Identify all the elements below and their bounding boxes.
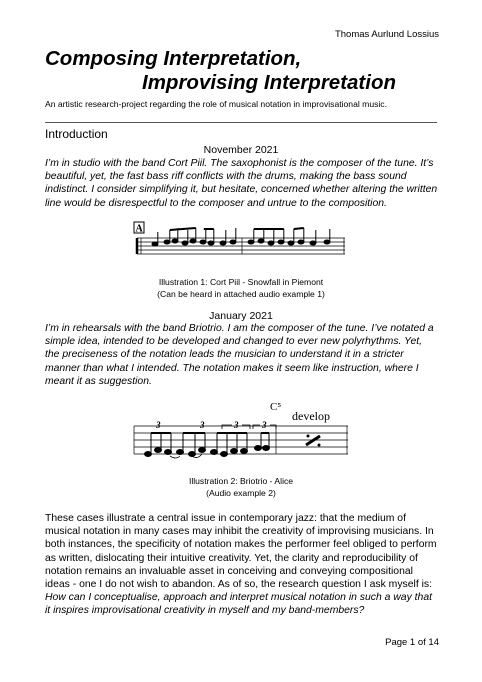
caption-1-line-1: Illustration 1: Cort Piil - Snowfall in Piemont xyxy=(158,277,324,287)
section-divider xyxy=(45,122,437,123)
section-heading: Introduction xyxy=(45,127,108,141)
rehearsal-mark: A xyxy=(135,223,143,235)
notation-figure-1 xyxy=(133,212,347,266)
caption-2-line-1: Illustration 2: Briotrio - Alice xyxy=(188,476,294,486)
body-text: These cases illustrate a central issue in contemporary jazz: that the medium of musical notation in many cases may inhibit the creativity of improvising musicians. In both instances, the specificity of notation makes the performer feel obliged to perform as written, dislocating their intuitive creativity. Yet, the clarity and reproducibility of notation remains an invaluable asset in conceiving and conveying compositional ideas - one I do not wish to abandon. As of so, the research question I ask myself is: xyxy=(45,513,437,591)
tuplet-2: 3 xyxy=(200,420,205,430)
caption-2-line-2: (Audio example 2) xyxy=(206,488,276,498)
title-line-1: Composing Interpretation, xyxy=(45,47,302,70)
notes-group-1 xyxy=(152,228,330,246)
author-name: Thomas Aurlund Lossius xyxy=(334,29,439,40)
entry-date-1: November 2021 xyxy=(203,144,279,156)
entry-text-1: I’m in studio with the band Cort Piil. The saxophonist is the composer of the tune. It’s beautiful, yet, the fast bass riff conflicts with the drums, making the bass sound indistinct. I consider simplifying it, but hesitate, concerned whether altering the written line would be disrespectful to the composer and untrue to the composition. xyxy=(45,158,438,209)
tuplet-brackets xyxy=(222,425,276,429)
research-question: How can I conceptualise, approach and interpret musical notation in such a way that it inspires improvisational creativity in myself and my band-members? xyxy=(45,592,432,617)
caption-1-line-2: (Can be heard in attached audio example 1) xyxy=(157,289,325,299)
notation-figure-2 xyxy=(130,396,352,472)
tuplet-3: 3 xyxy=(234,420,239,430)
page-number: Page 1 of 14 xyxy=(385,637,439,648)
entry-text-2: I’m in rehearsals with the band Briotrio. I am the composer of the tune. I’ve notated a simple idea, intended to be developed and changed to ever new polyrhythms. Yet, the preciseness of the notation leads the musician to understand it in a stricter manner than what I intended. The notation makes it seem like instruction, where I meant it as suggestion. xyxy=(45,323,434,387)
chord-symbol: C⁵ xyxy=(270,401,282,413)
tuplet-1: 3 xyxy=(156,420,161,430)
caption-2 xyxy=(45,475,437,499)
caption-1 xyxy=(45,276,437,300)
notes-group-2 xyxy=(145,433,270,457)
tuplet-4: 3 xyxy=(262,420,267,430)
ties xyxy=(170,454,202,458)
entry-date-2: January 2021 xyxy=(209,310,273,322)
subtitle: An artistic research-project regarding the role of musical notation in improvisational music. xyxy=(45,99,387,109)
title-line-2: Improvising Interpretation xyxy=(142,71,396,94)
body-paragraph xyxy=(45,512,439,618)
repeat-sign xyxy=(306,435,321,447)
develop-annotation: develop xyxy=(292,409,330,423)
